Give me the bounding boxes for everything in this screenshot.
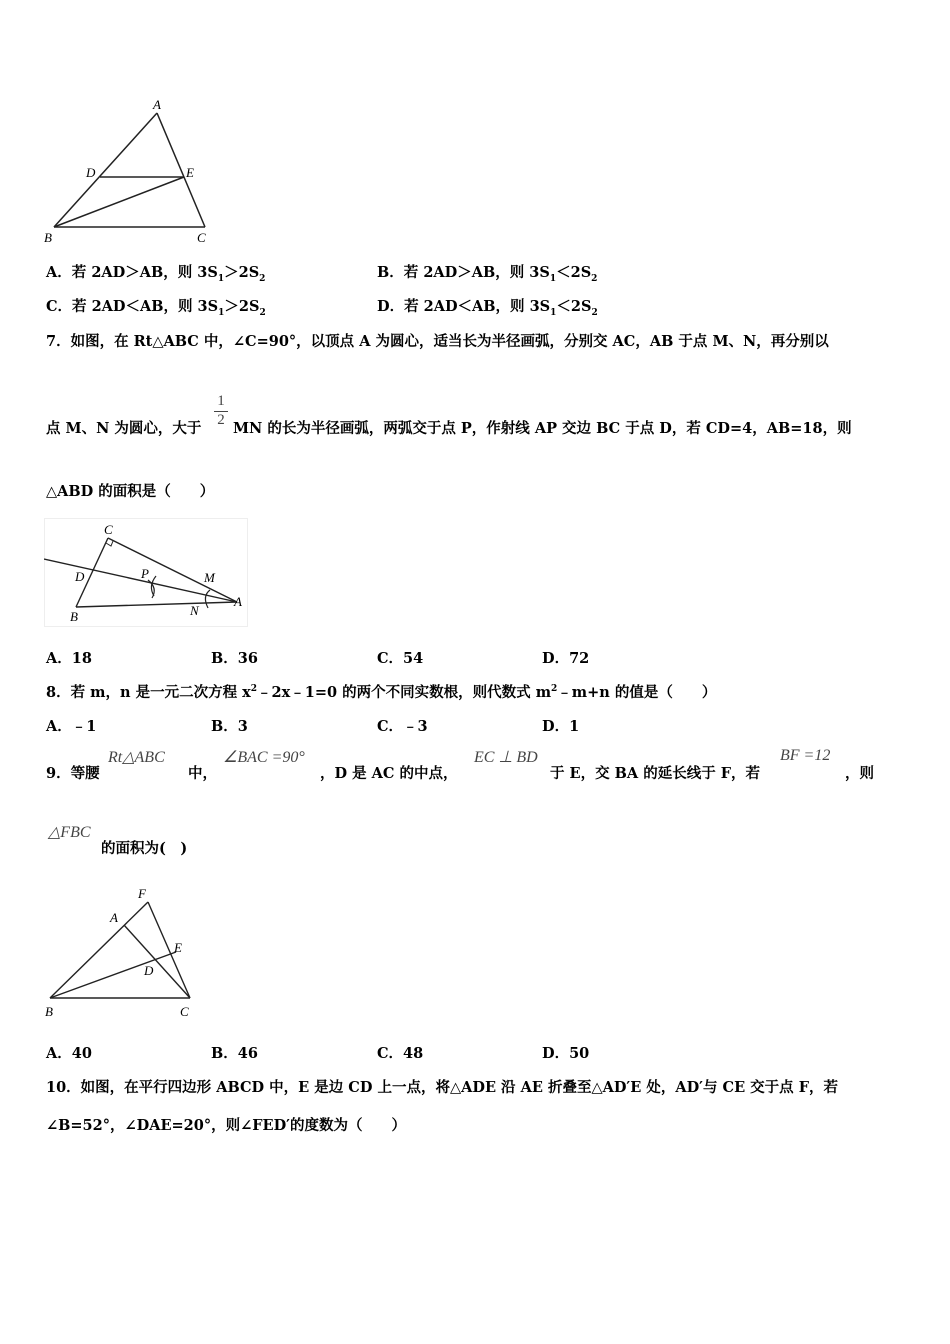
option-text: 54 — [403, 650, 424, 667]
q7-option-a[interactable] — [46, 647, 92, 668]
q7-side-ca — [108, 538, 237, 602]
fraction-denominator: 2 — [214, 411, 228, 429]
q6-label-b: B — [44, 230, 52, 245]
option-letter: C． — [377, 718, 404, 735]
q7-label-n: N — [190, 603, 199, 618]
q9-math-ec-perp-bd: EC ⊥ BD — [474, 749, 538, 766]
q8-stem-mid: ﹣2x﹣1=0 的两个不同实数根，则代数式 m — [257, 684, 552, 701]
q7-label-c: C — [104, 522, 113, 537]
q10-stem-line2: ∠B=52°，∠DAE=20°，则∠FED′的度数为（ ） — [46, 1117, 406, 1134]
q7-figure — [44, 518, 249, 628]
q9-segment-be — [50, 952, 176, 998]
option-letter: D． — [377, 298, 405, 315]
q7-label-d: D — [75, 569, 85, 584]
option-text: 36 — [237, 650, 258, 667]
option-letter: A． — [46, 1045, 72, 1062]
subscript: 1 — [217, 273, 225, 284]
q10-stem-line1: 10．如图，在平行四边形 ABCD 中，E 是边 CD 上一点，将△ADE 沿 AE 折叠至△AD′E 处，AD′与 CE 交于点 F，若 — [46, 1079, 839, 1096]
q9-math-rt-abc: Rt△ABC — [108, 749, 165, 766]
q6-option-d[interactable] — [377, 295, 598, 318]
option-letter: B． — [211, 718, 238, 735]
subscript: 1 — [550, 307, 557, 318]
subscript: 1 — [549, 273, 557, 284]
option-letter: C． — [377, 650, 404, 667]
q9-label-c: C — [180, 1004, 189, 1019]
option-text: ﹣3 — [403, 718, 428, 735]
q6-option-c[interactable] — [46, 295, 266, 318]
q7-stem-line3: △ABD 的面积是（ ） — [46, 483, 215, 500]
q7-label-a: A — [234, 594, 242, 609]
q9-stem-t3: ，D 是 AC 的中点， — [320, 765, 458, 782]
subscript: 2 — [591, 307, 598, 318]
q8-stem-pre: 8．若 m，n 是一元二次方程 x — [46, 684, 251, 701]
option-letter: B． — [211, 1045, 238, 1062]
q9-stem-t1: 9．等腰 — [46, 765, 100, 782]
superscript: 2 — [250, 684, 258, 695]
option-letter: B． — [377, 264, 404, 281]
q9-figure — [40, 882, 210, 1024]
option-letter: A． — [46, 718, 72, 735]
q7-label-p: P — [141, 566, 149, 581]
option-letter: C． — [46, 298, 73, 315]
option-text: 若 2AD＜AB，则 3S — [72, 298, 219, 315]
q8-stem-post: ﹣m+n 的值是（ ） — [557, 684, 717, 701]
q8-option-a[interactable] — [46, 715, 96, 736]
q7-stem-line2-pre: 点 M、N 为圆心，大于 — [46, 420, 202, 437]
q8-stem — [46, 681, 716, 702]
q6-label-c: C — [197, 230, 206, 245]
q9-option-c[interactable] — [377, 1042, 423, 1063]
option-text: 46 — [237, 1045, 258, 1062]
subscript: 2 — [259, 307, 266, 318]
superscript: 2 — [551, 684, 558, 695]
option-letter: B． — [211, 650, 238, 667]
q8-option-c[interactable] — [377, 715, 428, 736]
option-text: ﹣1 — [71, 718, 97, 735]
q9-math-fbc: △FBC — [48, 824, 91, 841]
q6-label-d: D — [86, 165, 96, 180]
q6-label-a: A — [153, 97, 161, 112]
q7-right-angle-mark — [106, 541, 113, 546]
q7-arc-mn — [205, 590, 210, 608]
option-text: ＜2S — [556, 264, 592, 281]
q8-option-b[interactable] — [211, 715, 248, 736]
q7-option-d[interactable] — [542, 647, 589, 668]
q7-stem-line1: 7．如图，在 Rt△ABC 中，∠C=90°，以顶点 A 为圆心，适当长为半径画弧，分别交 AC，AB 于点 M、N，再分别以 — [46, 333, 829, 350]
q6-label-e: E — [186, 165, 194, 180]
option-letter: D． — [542, 718, 570, 735]
subscript: 2 — [591, 273, 598, 284]
q6-option-b[interactable] — [377, 261, 597, 284]
q6-segment-be — [54, 177, 184, 227]
q9-label-e: E — [174, 940, 182, 955]
q9-segment-bf — [50, 902, 148, 998]
q9-option-a[interactable] — [46, 1042, 92, 1063]
q9-stem-t5: ，则 — [845, 765, 874, 782]
option-text: ＞2S — [224, 264, 260, 281]
subscript: 2 — [259, 273, 266, 284]
option-letter: D． — [542, 650, 570, 667]
option-text: 72 — [569, 650, 590, 667]
q7-fraction-half — [214, 393, 228, 429]
q8-option-d[interactable] — [542, 715, 579, 736]
option-letter: D． — [542, 1045, 570, 1062]
q7-option-b[interactable] — [211, 647, 258, 668]
q7-label-b: B — [70, 609, 78, 624]
option-text: ＜2S — [556, 298, 592, 315]
option-letter: A． — [46, 264, 72, 281]
q9-label-d: D — [144, 963, 154, 978]
q9-label-f: F — [138, 886, 146, 901]
option-text: 40 — [71, 1045, 92, 1062]
q7-side-ba — [76, 602, 237, 607]
q9-segment-ac — [124, 925, 190, 998]
option-letter: C． — [377, 1045, 404, 1062]
q9-segment-fc — [148, 902, 190, 998]
option-text: 48 — [403, 1045, 424, 1062]
q6-side-ac — [157, 113, 205, 227]
option-text: 1 — [569, 718, 580, 735]
q7-stem-line2-post: MN 的长为半径画弧，两弧交于点 P，作射线 AP 交边 BC 于点 D，若 CD=4，AB=18，则 — [233, 420, 852, 437]
q9-label-a: A — [110, 910, 118, 925]
q9-stem-t2: 中， — [188, 765, 217, 782]
q7-label-m: M — [204, 570, 215, 585]
q6-option-a[interactable] — [46, 261, 265, 284]
subscript: 1 — [218, 307, 225, 318]
option-text: 18 — [71, 650, 92, 667]
q9-option-d[interactable] — [542, 1042, 589, 1063]
q9-stem-t4: 于 E，交 BA 的延长线于 F，若 — [550, 765, 761, 782]
option-text: 若 2AD＜AB，则 3S — [404, 298, 551, 315]
q9-option-b[interactable] — [211, 1042, 258, 1063]
q6-triangle-figure — [40, 95, 220, 250]
option-text: 3 — [237, 718, 248, 735]
q9-math-angle-bac: ∠BAC =90° — [223, 749, 305, 766]
option-text: 若 2AD＞AB，则 3S — [403, 264, 550, 281]
option-text: 50 — [569, 1045, 590, 1062]
q6-side-ab — [54, 113, 157, 227]
option-text: 若 2AD＞AB，则 3S — [71, 264, 218, 281]
fraction-numerator: 1 — [217, 393, 225, 409]
q9-label-b: B — [45, 1004, 53, 1019]
q7-option-c[interactable] — [377, 647, 423, 668]
q9-math-bf-12: BF =12 — [780, 747, 831, 764]
option-text: ＞2S — [224, 298, 260, 315]
option-letter: A． — [46, 650, 72, 667]
q9-stem-t6: 的面积为( ) — [101, 840, 188, 857]
